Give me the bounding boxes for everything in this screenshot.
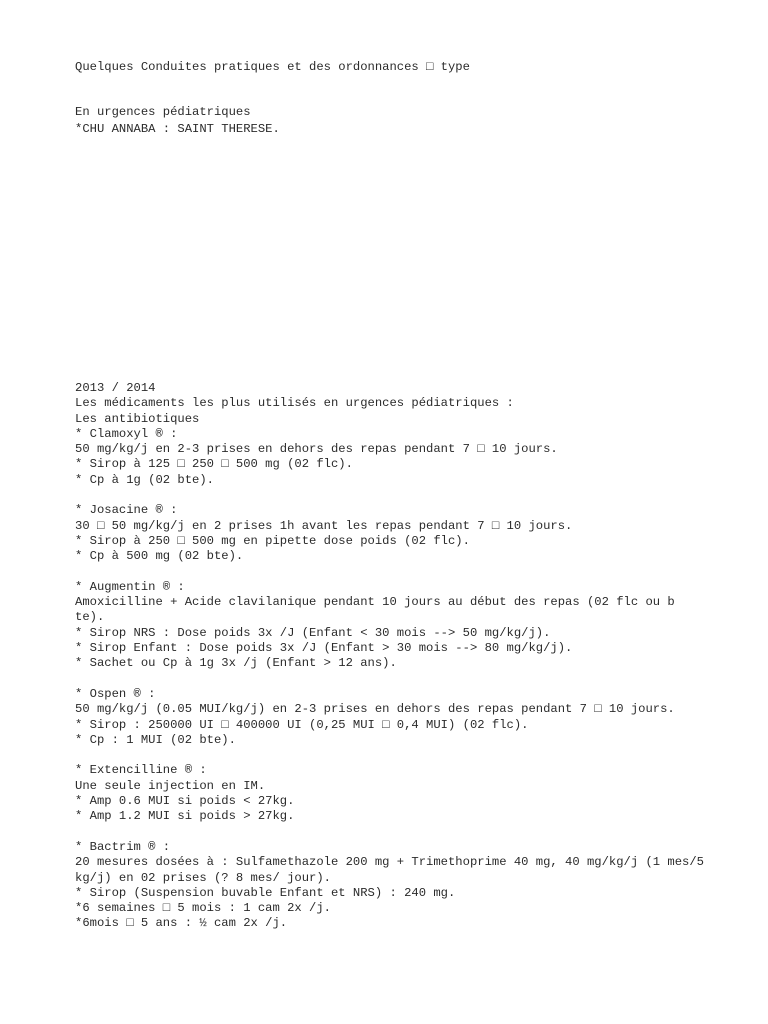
document-body: [75, 381, 755, 932]
blank-line: [75, 748, 755, 763]
body-text-line: * Sirop à 125 □ 250 □ 500 mg (02 flc).: [75, 457, 353, 472]
body-text-line: Amoxicilline + Acide clavilanique pendant 10 jours au début des repas (02 flc ou b: [75, 595, 675, 610]
body-text-line: * Sirop NRS : Dose poids 3x /J (Enfant < 30 mois --> 50 mg/kg/j).: [75, 625, 551, 640]
body-text-line: * Sirop : 250000 UI □ 400000 UI (0,25 MUI □ 0,4 MUI) (02 flc).: [75, 717, 529, 732]
body-text-line: * Augmentin ® :: [75, 579, 185, 594]
document-title-line-2: En urgences pédiatriques: [75, 105, 251, 120]
body-text-line: * Josacine ® :: [75, 503, 178, 518]
blank-line: [75, 565, 755, 580]
body-text-line: *6 semaines □ 5 mois : 1 cam 2x /j.: [75, 901, 331, 916]
body-text-line: Les médicaments les plus utilisés en urgences pédiatriques :: [75, 396, 514, 411]
hospital-name: [75, 91, 755, 167]
body-text-line: 20 mesures dosées à : Sulfamethazole 200 mg + Trimethoprime 40 mg, 40 mg/kg/j (1 mes/5: [75, 855, 704, 870]
body-text-line: *6mois □ 5 ans : ½ cam 2x /j.: [75, 916, 288, 931]
document-title-line-1: Quelques Conduites pratiques et des ordonnances □ type: [75, 59, 470, 74]
body-text-line: * Sirop à 250 □ 500 mg en pipette dose poids (02 flc).: [75, 533, 470, 548]
body-text-line: * Cp à 500 mg (02 bte).: [75, 549, 244, 564]
body-text-line: * Sirop Enfant : Dose poids 3x /J (Enfant > 30 mois --> 80 mg/kg/j).: [75, 641, 573, 656]
body-text-line: 2013 / 2014: [75, 381, 156, 395]
blank-line: [75, 488, 755, 503]
body-text-line: Une seule injection en IM.: [75, 778, 266, 793]
body-text-line: 50 mg/kg/j (0.05 MUI/kg/j) en 2-3 prises en dehors des repas pendant 7 □ 10 jours.: [75, 702, 675, 717]
body-text-line: * Amp 1.2 MUI si poids > 27kg.: [75, 809, 295, 824]
body-text-line: * Extencilline ® :: [75, 763, 207, 778]
blank-line: [75, 825, 755, 840]
body-text-line: * Sachet ou Cp à 1g 3x /j (Enfant > 12 ans).: [75, 656, 397, 671]
blank-line: [75, 672, 755, 687]
body-text-line: kg/j) en 02 prises (? 8 mes/ jour).: [75, 870, 331, 885]
body-text-line: * Sirop (Suspension buvable Enfant et NRS) : 240 mg.: [75, 885, 456, 900]
body-text-line: * Cp à 1g (02 bte).: [75, 472, 214, 487]
body-text-line: * Ospen ® :: [75, 686, 156, 701]
body-text-line: 30 □ 50 mg/kg/j en 2 prises 1h avant les repas pendant 7 □ 10 jours.: [75, 518, 573, 533]
hospital-line: *CHU ANNABA : SAINT THERESE.: [75, 121, 280, 136]
body-text-line: * Amp 0.6 MUI si poids < 27kg.: [75, 794, 295, 809]
body-text-line: te).: [75, 610, 105, 625]
body-text-line: * Bactrim ® :: [75, 839, 171, 854]
body-text-line: * Cp : 1 MUI (02 bte).: [75, 732, 236, 747]
body-text-line: Les antibiotiques: [75, 411, 200, 426]
body-text-line: 50 mg/kg/j en 2-3 prises en dehors des repas pendant 7 □ 10 jours.: [75, 442, 558, 457]
body-text-line: * Clamoxyl ® :: [75, 426, 178, 441]
